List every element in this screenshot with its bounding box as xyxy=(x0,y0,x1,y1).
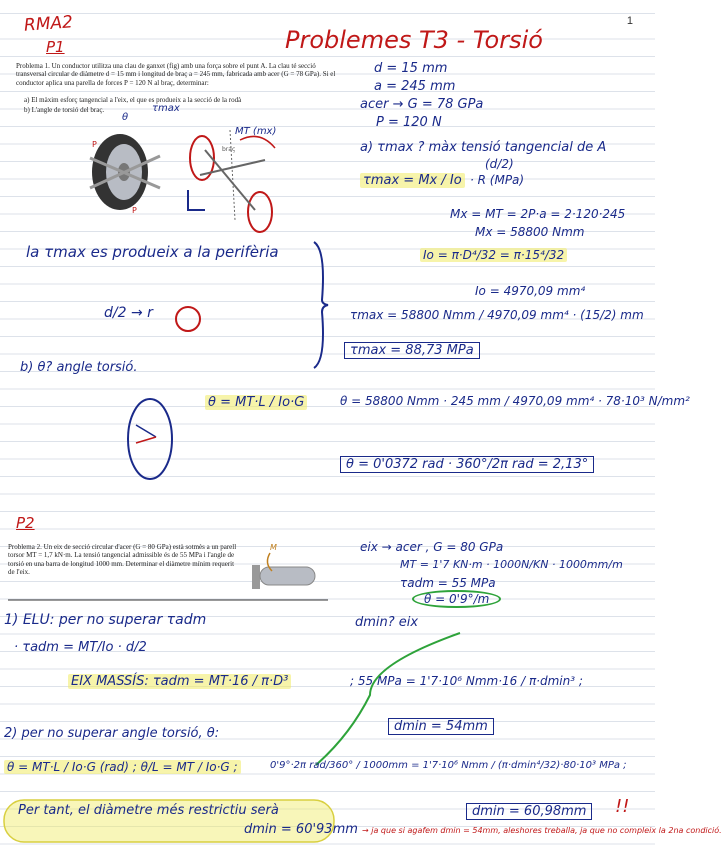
problem1-label: P1 xyxy=(46,38,65,56)
problem2-label: P2 xyxy=(16,514,35,532)
page-number: 1 xyxy=(626,15,633,27)
elu-calculation: ; 55 MPa = 1'7·10⁶ Nmm·16 / π·dmin³ ; xyxy=(350,674,583,688)
p2-question: dmin? eix xyxy=(355,615,419,630)
half-diameter-note: (d/2) xyxy=(485,157,514,171)
conclusion-line1: Per tant, el diàmetre més restrictiu serà xyxy=(18,803,279,818)
shaft-figure xyxy=(250,545,325,595)
io-line1: Io = π·D⁴/32 = π·15⁴/32 xyxy=(420,248,567,262)
periphery-note: la τmax es produeix a la perifèria xyxy=(26,243,279,261)
elu-result: dmin = 54mm xyxy=(388,718,494,735)
conclusion-note: → ja que si agafem dmin = 54mm, aleshores treballa, ja que no compleix la 2na condició. xyxy=(362,826,722,835)
brace-mark xyxy=(312,240,332,370)
part-b-question: b) θ? angle torsió. xyxy=(20,360,138,375)
radius-note: d/2 → r xyxy=(104,305,153,321)
tau-formula-fraction: Mx / Io xyxy=(418,173,462,188)
data-g: acer → G = 78 GPa xyxy=(360,97,484,112)
p2-data-mt: MT = 1'7 KN·m · 1000N/KN · 1000mm/m xyxy=(400,558,623,571)
elu-formula: · τadm = MT/Io · d/2 xyxy=(14,640,147,655)
conclusion-line2: dmin = 60'93mm xyxy=(244,822,358,837)
course-label: RMA2 xyxy=(23,12,74,36)
problem1-item-a: a) El màxim esforç tangencial a l'eix, el que es produeix a la secció de la rodà xyxy=(24,96,242,104)
exclamation-marks: !! xyxy=(615,796,630,817)
part-a-question: a) τmax ? màx tensió tangencial de A xyxy=(360,140,607,155)
torsion-angle-sketch xyxy=(120,395,180,485)
arm-label: braç xyxy=(222,146,236,153)
problem2-statement: Problema 2. Un eix de secció circular d'acer (G = 80 GPa) està sotmès a un parell torsor MT = 1,7 kN·m. La tensió tangencial admissible és de 55 MPa i l'angle de torsió en una barra de longitud 1000 mm. Determinar el diàmetre mínim requerit de l'eix. xyxy=(8,543,237,577)
angle-formula: θ = MT·L / Io·G (rad) ; θ/L = MT / Io·G ; xyxy=(4,760,241,774)
problem1-item-b: b) L'angle de torsió del braç. xyxy=(24,106,105,114)
data-a: a = 245 mm xyxy=(374,79,456,94)
p2-data-theta: θ = 0'9°/m xyxy=(412,590,501,608)
tau-formula-times-r: · R (MPa) xyxy=(470,173,525,187)
shaft-moment-label: M xyxy=(270,543,277,552)
theta-formula: θ = MT·L / Io·G xyxy=(205,395,307,410)
problem2-data xyxy=(360,538,623,592)
wheel-force-p-bottom: P xyxy=(132,206,137,215)
statement-divider xyxy=(8,598,328,602)
io-line2: Io = 4970,09 mm⁴ xyxy=(475,284,586,298)
tau-formula-left: τmax = xyxy=(363,173,419,188)
theta-calculation: θ = 58800 Nmm · 245 mm / 4970,09 mm⁴ · 78·10³ N/mm² xyxy=(340,394,690,408)
red-circle-mark xyxy=(170,305,210,335)
angle-calculation: 0'9°·2π rad/360° / 1000mm = 1'7·10⁶ Nmm / (π·dmin⁴/32)·80·10³ MPa ; xyxy=(270,760,627,771)
angle-result: dmin = 60,98mm xyxy=(466,803,592,820)
page-title: Problemes T3 - Torsió xyxy=(285,26,543,54)
torque-label: MT (mx) xyxy=(235,126,277,137)
angle-title: 2) per no superar angle torsió, θ: xyxy=(4,726,220,741)
green-arrow-curve xyxy=(310,625,470,775)
theta-result: θ = 0'0372 rad · 360°/2π rad = 2,13° xyxy=(340,456,594,473)
p2-data-g: eix → acer , G = 80 GPa xyxy=(360,540,504,554)
tau-formula xyxy=(360,173,465,188)
mx-line1: Mx = MT = 2P·a = 2·120·245 xyxy=(450,207,626,221)
elu-massis: EIX MASSÍS: τadm = MT·16 / π·D³ xyxy=(68,674,291,689)
mx-line2: Mx = 58800 Nmm xyxy=(475,225,585,239)
data-p: P = 120 N xyxy=(376,115,442,130)
data-d: d = 15 mm xyxy=(374,61,448,76)
tau-label: τmax xyxy=(152,103,180,114)
tau-calculation: τmax = 58800 Nmm / 4970,09 mm⁴ · (15/2) mm xyxy=(350,308,644,322)
problem1-statement: Problema 1. Un conductor utilitza una clau de ganxet (fig) amb una força sobre el punt A. La clau té secció transversal circular de diàmetre d = 15 mm i longitud de braç a = 245 mm, fabricada amb acer (G = 78 GPa). Si el conductor aplica una parella de forces P = 120 N al braç, determinar: xyxy=(16,62,336,87)
problem1-data xyxy=(360,60,483,132)
p2-data-tau: τadm = 55 MPa xyxy=(400,576,496,590)
theta-label: θ xyxy=(122,112,129,123)
wheel-force-p-top: P xyxy=(92,140,97,149)
tau-result: τmax = 88,73 MPa xyxy=(344,342,480,359)
elu-title: 1) ELU: per no superar τadm xyxy=(4,612,207,628)
